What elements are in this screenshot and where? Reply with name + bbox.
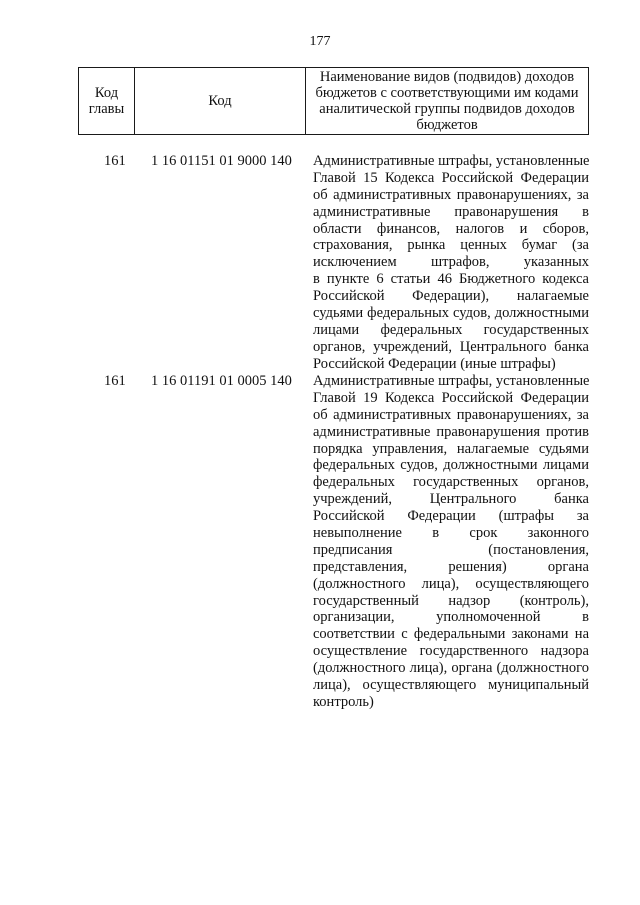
description-line: Административные штрафы, установленные <box>313 153 590 169</box>
description-line: федеральных судов, должностными лицами <box>313 457 589 474</box>
header-name-line: бюджетов с соответствующими им кодами <box>315 85 579 101</box>
description-line: Российской Федерации (иные штрафы) <box>313 355 556 372</box>
header-glava-line: главы <box>88 101 125 117</box>
row-income-code: 1 16 01151 01 9000 140 <box>151 153 292 169</box>
description-line: (должностного лица), органа (должностного <box>313 660 589 677</box>
description-line: административные правонарушения против <box>313 423 589 440</box>
header-glava-line: Код <box>94 85 119 101</box>
description-line: административные правонарушения в <box>313 203 589 220</box>
description-line: Российской Федерации (штрафы за <box>313 508 589 525</box>
header-cell-code <box>135 68 306 134</box>
row-description <box>313 153 589 373</box>
row-income-code: 1 16 01191 01 0005 140 <box>151 373 292 389</box>
description-line: соответствии с федеральными законами на <box>313 626 589 643</box>
description-line: (должностного лица), осуществляющего <box>313 575 589 592</box>
description-line: лица), осуществляющего муниципальный <box>313 677 589 694</box>
description-line: об административных правонарушениях, за <box>313 406 589 423</box>
description-line: об административных правонарушениях, за <box>313 186 589 203</box>
description-line: представления, решения) органа <box>313 558 589 575</box>
description-line: невыполнение в срок законного <box>313 525 589 542</box>
description-line: осуществление государственного надзора <box>313 643 589 660</box>
row-description <box>313 373 589 711</box>
description-line: органов, учреждений, Центрального банка <box>313 338 589 355</box>
description-line: исключением штрафов, указанных <box>313 254 589 271</box>
header-name-line: Наименование видов (подвидов) доходов <box>319 69 575 85</box>
description-line: контроль) <box>313 693 374 710</box>
description-line: страхования, рынка ценных бумаг (за <box>313 237 589 254</box>
description-line: федеральных государственных органов, <box>313 474 589 491</box>
description-line: судьями федеральных судов, должностными <box>313 305 589 322</box>
description-line: в пункте 6 статьи 46 Бюджетного кодекса <box>313 271 589 288</box>
description-line: лицами федеральных государственных <box>313 321 589 338</box>
row-glava-code: 161 <box>104 373 126 389</box>
row-glava-code: 161 <box>104 153 126 169</box>
description-line: области финансов, налогов и сборов, <box>313 220 589 237</box>
header-cell-name <box>306 68 588 134</box>
description-line: организации, уполномоченной в <box>313 609 589 626</box>
description-line: Главой 15 Кодекса Российской Федерации <box>313 169 589 186</box>
header-name-line: аналитической группы подвидов доходов <box>319 101 575 117</box>
description-line: порядка управления, налагаемые судьями <box>313 440 589 457</box>
header-name-line: бюджетов <box>416 117 478 133</box>
header-cell-glava <box>79 68 135 134</box>
header-code-label: Код <box>208 93 232 109</box>
description-line: государственный надзор (контроль), <box>313 592 589 609</box>
description-line: Административные штрафы, установленные <box>313 373 590 389</box>
page-number: 177 <box>309 34 331 49</box>
description-line: предписания (постановления, <box>313 541 589 558</box>
description-line: учреждений, Центрального банка <box>313 491 589 508</box>
description-line: Главой 19 Кодекса Российской Федерации <box>313 389 589 406</box>
description-line: Российской Федерации), налагаемые <box>313 288 589 305</box>
table-header <box>78 67 589 135</box>
